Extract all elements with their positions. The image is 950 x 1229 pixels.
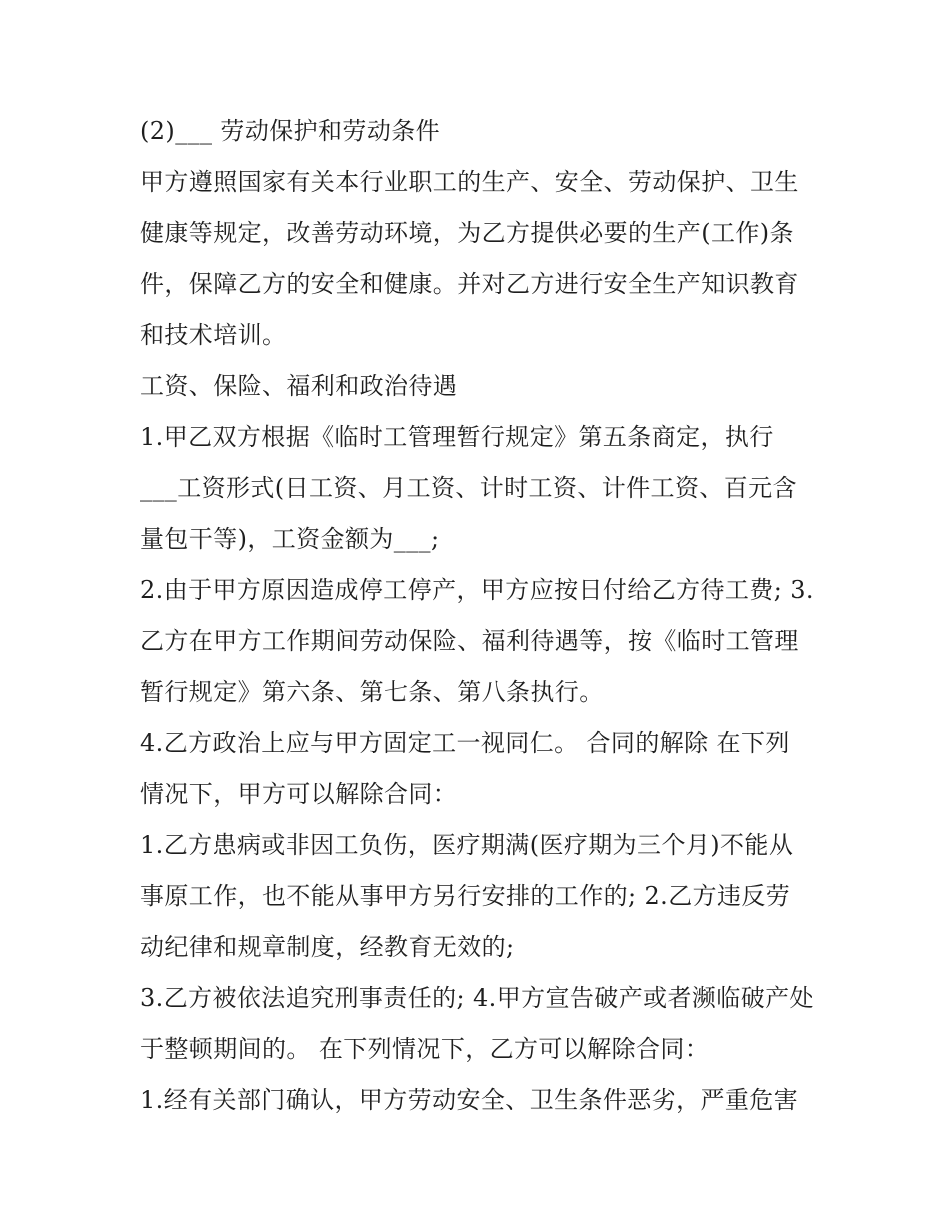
text-line: 量包干等)，工资金额为___; xyxy=(140,525,440,553)
text-line: 4.乙方政治上应与甲方固定工一视同仁。 合同的解除 在下列 xyxy=(140,729,790,757)
text-line: 动纪律和规章制度，经教育无效的; xyxy=(140,933,515,961)
text-line: 3.乙方被依法追究刑事责任的; 4.甲方宣告破产或者濒临破产处 xyxy=(140,984,814,1012)
text-line: 事原工作，也不能从事甲方另行安排的工作的; 2.乙方违反劳 xyxy=(140,882,791,910)
text-line: ___工资形式(日工资、月工资、计时工资、计件工资、百元含 xyxy=(140,474,797,502)
text-line: 2.由于甲方原因造成停工停产，甲方应按日付给乙方待工费; 3. xyxy=(140,576,814,604)
document-body xyxy=(140,106,812,1126)
text-line: 健康等规定，改善劳动环境，为乙方提供必要的生产(工作)条 xyxy=(140,219,794,247)
text-line: 1.经有关部门确认，甲方劳动安全、卫生条件恶劣，严重危害 xyxy=(140,1086,799,1114)
text-line: 1.乙方患病或非因工负伤，医疗期满(医疗期为三个月)不能从 xyxy=(140,831,794,859)
text-line: 暂行规定》第六条、第七条、第八条执行。 xyxy=(140,678,604,706)
text-line: 甲方遵照国家有关本行业职工的生产、安全、劳动保护、卫生 xyxy=(140,168,799,196)
text-line: 乙方在甲方工作期间劳动保险、福利待遇等，按《临时工管理 xyxy=(140,627,799,655)
text-line: 1.甲乙双方根据《临时工管理暂行规定》第五条商定，执行 xyxy=(140,423,774,451)
section-heading-wages: 工资、保险、福利和政治待遇 xyxy=(140,372,458,400)
section-heading-labor-protection: (2)___ 劳动保护和劳动条件 xyxy=(140,117,441,145)
text-line: 情况下，甲方可以解除合同： xyxy=(140,780,458,808)
text-line: 和技术培训。 xyxy=(140,321,287,349)
text-line: 件，保障乙方的安全和健康。并对乙方进行安全生产知识教育 xyxy=(140,270,799,298)
text-line: 于整顿期间的。 在下列情况下，乙方可以解除合同： xyxy=(140,1035,710,1063)
